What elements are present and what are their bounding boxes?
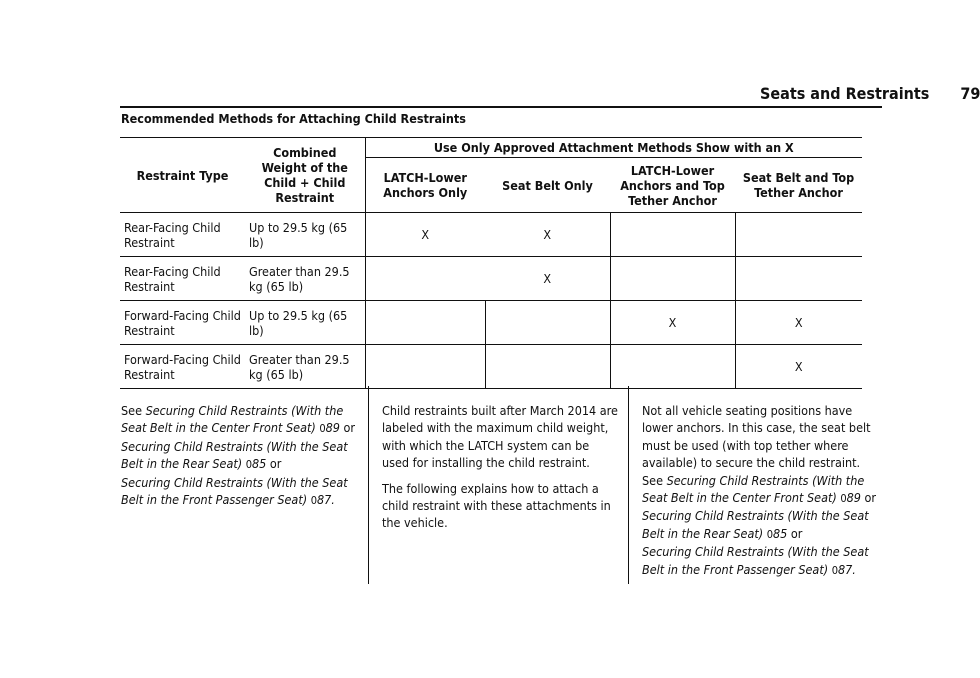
cell-latch-lower bbox=[365, 257, 485, 301]
ref-link-rear-seat[interactable]: Securing Child Restraints (With the Seat Belt in the Rear Seat) bbox=[642, 508, 869, 541]
cell-latch-top-tether bbox=[610, 213, 735, 257]
page-ref-icon: 0 bbox=[840, 492, 847, 506]
ref-link-front-passenger[interactable]: Securing Child Restraints (With the Seat Belt in the Front Passenger Seat) bbox=[642, 544, 869, 577]
cell-weight: Up to 29.5 kg (65 lb) bbox=[245, 213, 365, 257]
or-text: or bbox=[343, 420, 356, 436]
col-combined-weight: Combined Weight of the Child + Child Restraint bbox=[245, 138, 365, 213]
header-row-1 bbox=[120, 138, 862, 158]
cell-latch-top-tether bbox=[610, 257, 735, 301]
ref-page[interactable]: 89 bbox=[325, 420, 340, 436]
cell-latch-lower bbox=[365, 301, 485, 345]
cell-seat-belt-top-tether bbox=[735, 213, 862, 257]
col-latch-top-tether: LATCH-Lower Anchors and Top Tether Anchor bbox=[620, 162, 725, 208]
column-2 bbox=[382, 402, 618, 540]
cell-seat-belt-only: X bbox=[485, 257, 610, 301]
cell-seat-belt-top-tether bbox=[735, 257, 862, 301]
child-restraint-table bbox=[120, 137, 862, 389]
col-seat-belt-top-tether: Seat Belt and Top Tether Anchor bbox=[742, 170, 855, 200]
ref-page[interactable]: 85 bbox=[252, 456, 267, 472]
header-rule bbox=[120, 106, 882, 108]
cell-restraint-type: Forward-Facing Child Restraint bbox=[120, 345, 245, 389]
table-row bbox=[120, 301, 862, 345]
table-row bbox=[120, 345, 862, 389]
col-seat-belt-only: Seat Belt Only bbox=[502, 177, 593, 193]
column-1 bbox=[121, 402, 361, 517]
cell-seat-belt-top-tether: X bbox=[735, 345, 862, 389]
ref-link-center-front[interactable]: Securing Child Restraints (With the Seat Belt in the Center Front Seat) bbox=[642, 472, 865, 506]
cell-latch-lower bbox=[365, 345, 485, 389]
col-restraint-type: Restraint Type bbox=[120, 138, 245, 213]
page-ref-icon: 0 bbox=[310, 494, 317, 508]
cell-weight: Up to 29.5 kg (65 lb) bbox=[245, 301, 365, 345]
table-row bbox=[120, 213, 862, 257]
or-text: or bbox=[864, 490, 877, 506]
or-text: or bbox=[790, 525, 803, 541]
ref-link-front-passenger[interactable]: Securing Child Restraints (With the Seat Belt in the Front Passenger Seat) bbox=[121, 474, 348, 508]
table-row bbox=[120, 257, 862, 301]
cell-seat-belt-only: X bbox=[485, 213, 610, 257]
anchors-paragraph: Not all vehicle seating positions have lower anchors. In this case, the seat belt must be used (with top tether where available) to secure the child restraint. See Securing Child Restraints (With the Seat Belt in the Center Front Seat) 089 or Securing Child Restraints (With the Seat Belt in the Rear Seat) 085 or Securing Child Restraints (With the Seat Belt in the Front Passenger Seat) 087. bbox=[642, 403, 877, 577]
page-ref-icon: 0 bbox=[245, 458, 253, 472]
or-text: or bbox=[269, 456, 282, 472]
column-divider bbox=[368, 386, 369, 584]
ref-page[interactable]: 87 bbox=[837, 561, 853, 577]
table-title: Recommended Methods for Attaching Child Restraints bbox=[121, 111, 466, 126]
page-ref-icon: 0 bbox=[766, 527, 774, 541]
column-divider bbox=[628, 386, 629, 584]
column-3 bbox=[642, 402, 878, 587]
page-number: 79 bbox=[960, 84, 980, 103]
ref-page[interactable]: 87 bbox=[316, 492, 332, 508]
cell-latch-lower: X bbox=[365, 213, 485, 257]
cell-restraint-type: Rear-Facing Child Restraint bbox=[120, 213, 245, 257]
cell-latch-top-tether: X bbox=[610, 301, 735, 345]
page-ref-icon: 0 bbox=[831, 563, 838, 577]
cell-latch-top-tether bbox=[610, 345, 735, 389]
see-text: See bbox=[121, 403, 142, 418]
cell-seat-belt-only bbox=[485, 345, 610, 389]
section-title: Seats and Restraints bbox=[760, 84, 930, 103]
cell-weight: Greater than 29.5 kg (65 lb) bbox=[245, 345, 365, 389]
page-header bbox=[760, 84, 980, 103]
ref-link-rear-seat[interactable]: Securing Child Restraints (With the Seat Belt in the Rear Seat) bbox=[121, 438, 348, 472]
intro-text: Not all vehicle seating positions have lower anchors. In this case, the seat belt must be used (with top tether where available) to secure the child restraint. See bbox=[642, 403, 871, 488]
ref-page[interactable]: 89 bbox=[846, 490, 861, 506]
cell-seat-belt-only bbox=[485, 301, 610, 345]
ref-page[interactable]: 85 bbox=[773, 525, 788, 541]
group-header: Use Only Approved Attachment Methods Show with an X bbox=[365, 138, 862, 158]
ref-link-center-front[interactable]: Securing Child Restraints (With the Seat Belt in the Center Front Seat) bbox=[121, 403, 344, 436]
cell-restraint-type: Rear-Facing Child Restraint bbox=[120, 257, 245, 301]
cell-restraint-type: Forward-Facing Child Restraint bbox=[120, 301, 245, 345]
col-latch-lower: LATCH-Lower Anchors Only bbox=[365, 158, 485, 213]
attach-paragraph: The following explains how to attach a child restraint with these attachments in the vehicle. bbox=[382, 480, 611, 531]
cell-seat-belt-top-tether: X bbox=[735, 301, 862, 345]
cell-weight: Greater than 29.5 kg (65 lb) bbox=[245, 257, 365, 301]
latch-paragraph: Child restraints built after March 2014 are labeled with the maximum child weight, with which the LATCH system can be used for installing the child restraint. bbox=[382, 403, 618, 471]
page-ref-icon: 0 bbox=[319, 422, 326, 436]
cross-reference-paragraph: See Securing Child Restraints (With the Seat Belt in the Center Front Seat) 089 or Securing Child Restraints (With the Seat Belt in the Rear Seat) 085 or Securing Child Restraints (With the Seat Belt in the Front Passenger Seat) 087. bbox=[121, 403, 356, 508]
